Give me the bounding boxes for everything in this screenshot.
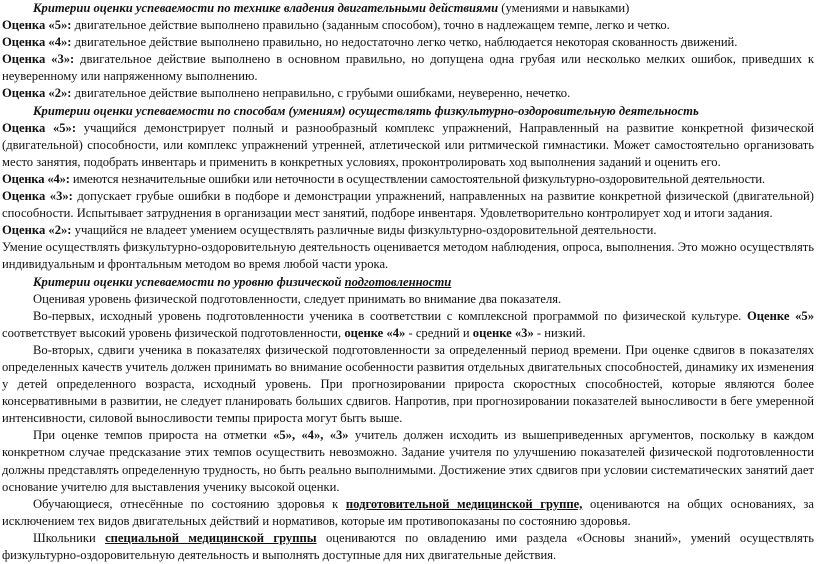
grade-text: двигательное действие выполнено правильно (заданным способом), точно в надлежащем темпе, легко и четко. xyxy=(71,18,670,33)
s1-grade-2 xyxy=(2,85,814,102)
p5-group: подготовительной медицинской группе, xyxy=(345,496,583,511)
p2-grade-4: оценке «4» xyxy=(344,325,406,340)
s2-grade-2 xyxy=(2,222,814,239)
grade-text: двигательное действие выполнено в основном правильно, но допущена одна грубая или несколько мелких ошибок, приведших к неуверенному или напряженному выполнению. xyxy=(2,52,814,84)
section-1-heading xyxy=(2,0,814,17)
s2-grade-4 xyxy=(2,171,814,188)
s2-closing: Умение осуществлять физкультурно-оздоровительную деятельность оценивается методом наблюдения, опроса, выполнения. Это можно осуществлять индивидуальным и фронтальным методом во время любой части урока. xyxy=(2,240,814,272)
grade-label: Оценка «2»: xyxy=(2,223,72,238)
p5-text-c: оцениваются на общих основаниях, за исключением тех видов двигательных действий и нормативов, которые им противопоказаны по состоянию здоровья. xyxy=(2,496,814,528)
section-2-heading xyxy=(2,103,814,120)
grade-text: двигательное действие выполнено неправильно, с грубыми ошибками, неуверенно, нечетко. xyxy=(71,86,571,101)
s3-paragraph-2 xyxy=(2,308,814,342)
grade-label: Оценка «3»: xyxy=(2,189,73,204)
grade-text: допускает грубые ошибки в подборе и демонстрации упражнений, направленных на развитие конкретной физической (двигательной) способности. Испытывает затруднения в организации мест занятий, подборе инвентаря. Удовлетворительно контролирует ход и итоги задания. xyxy=(2,189,814,221)
grade-text: имеются незначительные ошибки или неточности в осуществлении самостоятельной физкультурно-оздоровительной деятельности. xyxy=(69,171,765,186)
p2-text-c: соответствует высокий уровень физической подготовленности, xyxy=(2,325,342,340)
p6-text-a: Школьники xyxy=(33,530,96,545)
section-3-heading xyxy=(2,274,814,291)
p4-text-a: При оценке темпов прироста на отметки xyxy=(33,428,267,443)
s2-grade-3 xyxy=(2,188,814,222)
grade-label: Оценка «3»: xyxy=(2,52,75,67)
p4-grades: «5», «4», «3» xyxy=(273,428,349,443)
grade-text: учащийся не владеет умением осуществлять различные виды физкультурно-оздоровительной деятельности. xyxy=(71,223,657,238)
section-1-title-tail: (умениями и навыками) xyxy=(498,1,630,15)
s2-grade-5 xyxy=(2,120,814,171)
p2-text-g: - низкий. xyxy=(533,325,586,340)
section-3-title-b: подготовленности xyxy=(344,274,452,289)
section-1-title: Критерии оценки успеваемости по технике владения двигательными действиями xyxy=(33,1,499,15)
grade-label: Оценка «4»: xyxy=(2,35,72,50)
grade-text: учащийся демонстрирует полный и разнообразный комплекс упражнений, Направленный на развитие конкретной физической (двигательной) способности, или комплекс упражнений утренней, атлетической или ритмической гимнастики. Может самостоятельно организовать место занятия, подобрать инвентарь и применить в конкретных условиях, проконтролировать ход выполнения заданий и оценить его. xyxy=(2,120,814,169)
s3-paragraph-6 xyxy=(2,530,814,564)
p2-text-e: - средний и xyxy=(405,325,473,340)
p6-group: специальной медицинской группы xyxy=(105,530,317,545)
s1-grade-3 xyxy=(2,51,814,85)
section-2-title: Критерии оценки успеваемости по способам (умениям) осуществлять физкультурно-оздоровительную деятельность xyxy=(33,103,699,118)
section-3-title-a: Критерии оценки успеваемости по уровню физической xyxy=(33,274,342,289)
s1-grade-4 xyxy=(2,34,814,51)
s3-paragraph-3: Во-вторых, сдвиги ученика в показателях физической подготовленности за определенный период времени. При оценке сдвигов в показателях определенных качеств учитель должен принимать во внимание особенности развития отдельных двигательных способностей, динамику их изменения у детей определенного возраста, исходный уровень. При прогнозировании прироста скоростных способностей, которые являются более консервативными в развитии, не следует планировать больших сдвигов. Напротив, при прогнозировании показателей выносливости в беге умеренной интенсивности, силовой выносливости темпы прироста могут быть выше. xyxy=(2,342,814,426)
grade-label: Оценка «2»: xyxy=(2,86,72,101)
p2-grade-3: оценке «3» xyxy=(472,325,534,340)
p6-text-c: оцениваются по овладению ими раздела «Основы знаний», умений осуществлять физкультурно-оздоровительную деятельность и выполнять доступные для них двигательные действия. xyxy=(2,530,815,562)
p5-text-a: Обучающиеся, отнесённые по состоянию здоровья к xyxy=(33,496,339,511)
s3-paragraph-1: Оценивая уровень физической подготовленности, следует принимать во внимание два показателя. xyxy=(33,291,562,306)
grade-label: Оценка «5»: xyxy=(2,18,72,33)
grade-label: Оценка «5»: xyxy=(2,120,77,135)
p2-text-a: Во-первых, исходный уровень подготовленности ученика в соответствии с комплексной программой по физической культуре. xyxy=(33,308,742,323)
grade-text: двигательное действие выполнено правильно, но недостаточно легко четко, наблюдается некоторая скованность движений. xyxy=(71,35,738,50)
grade-label: Оценка «4»: xyxy=(2,171,70,186)
p2-grade-5: Оценке «5» xyxy=(747,308,814,323)
p4-text-c: учитель должен исходить из вышеприведенных аргументов, поскольку в каждом конкретном случае предсказание этих темпов осуществить невозможно. Задание учителя по улучшению показателей физической подготовленности должны представлять определенную трудность, но быть реально выполнимыми. Достижение этих сдвигов при условии систематических занятий дает основание учителю для выставления ученику высокой оценки. xyxy=(2,428,814,494)
s1-grade-5 xyxy=(2,17,814,34)
s3-paragraph-5 xyxy=(2,496,814,530)
s3-paragraph-4 xyxy=(2,427,814,495)
